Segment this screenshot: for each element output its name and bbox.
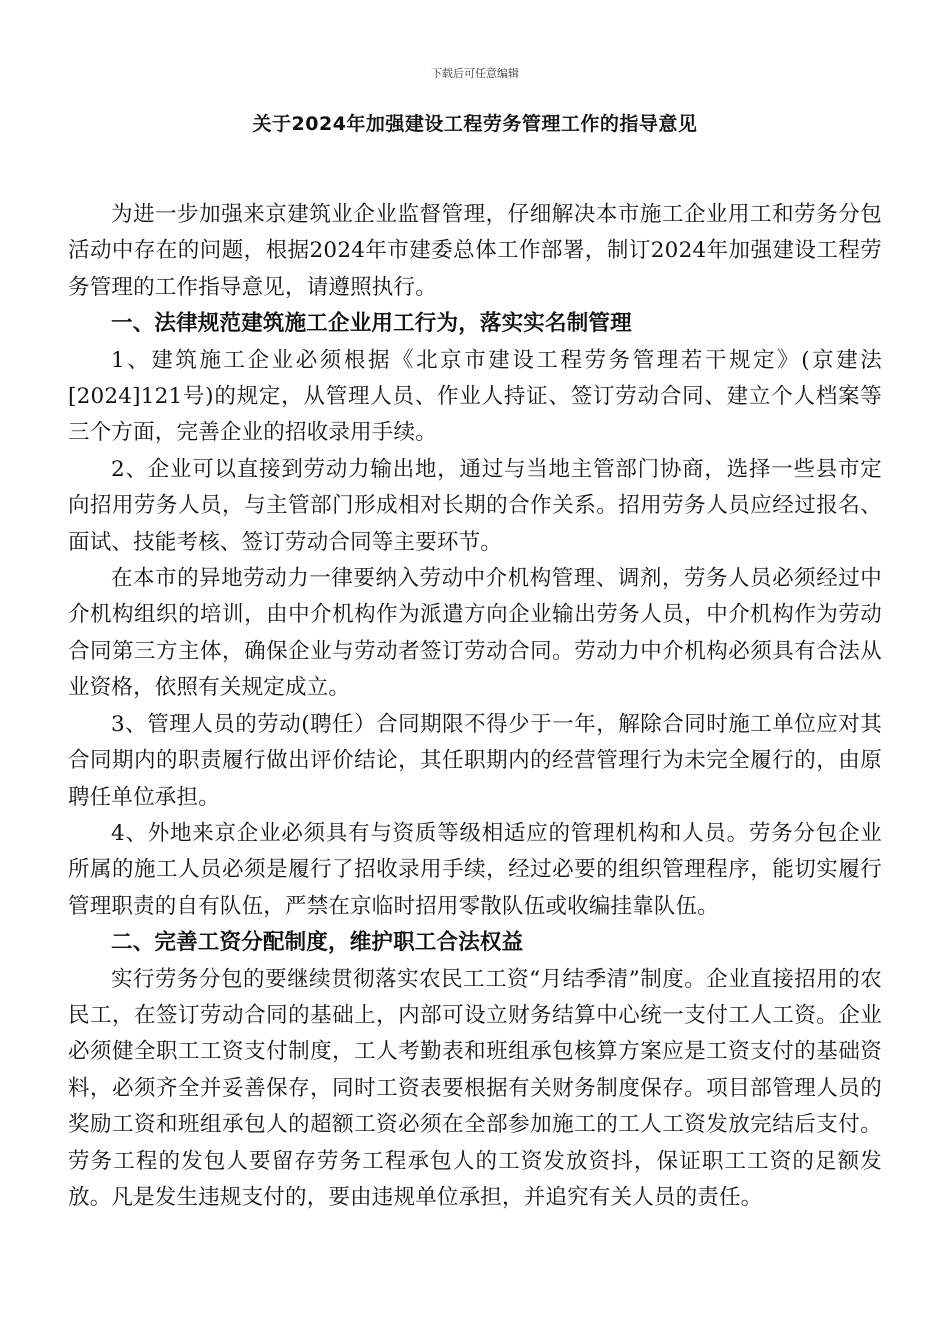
paragraph-item-2: 2、企业可以直接到劳动力输出地，通过与当地主管部门协商，选择一些县市定向招用劳务人员，与主管部门形成相对长期的合作关系。招用劳务人员应经过报名、面试、技能考核、签订劳动合同等主要环节。 bbox=[68, 456, 882, 555]
paragraph-wages: 实行劳务分包的要继续贯彻落实农民工工资“月结季清”制度。企业直接招用的农民工，在签订劳动合同的基础上，内部可设立财务结算中心统一支付工人工资。企业必须健全职工工资支付制度，工人考勤表和班组承包核算方案应是工资支付的基础资料，必须齐全并妥善保存，同时工资表要根据有关财务制度保存。项目部管理人员的奖励工资和班组承包人的超额工资必须在全部参加施工的工人工资发放完结后支付。劳务工程的发包人要留存劳务工程承包人的工资发放资抖，保证职工工资的足额发放。凡是发生违规支付的，要由违规单位承担，并追究有关人员的责任。 bbox=[68, 966, 882, 1210]
header-note: 下载后可任意编辑 bbox=[431, 67, 519, 80]
paragraph-item-3: 3、管理人员的劳动(聘任）合同期限不得少于一年，解除合同时施工单位应对其合同期内的职责履行做出评价结论，其任职期内的经营管理行为未完全履行的，由原聘任单位承担。 bbox=[68, 711, 882, 810]
document-title: 关于2024年加强建设工程劳务管理工作的指导意见 bbox=[252, 113, 698, 135]
document-body bbox=[68, 197, 882, 1216]
section-heading-2: 二、完善工资分配制度，维护职工合法权益 bbox=[111, 930, 524, 956]
paragraph-intermediary: 在本市的异地劳动力一律要纳入劳动中介机构管理、调剂，劳务人员必须经过中介机构组织的培训，由中介机构作为派遣方向企业输出劳务人员，中介机构作为劳动合同第三方主体，确保企业与劳动者签订劳动合同。劳动力中介机构必须具有合法从业资格，依照有关规定成立。 bbox=[68, 566, 882, 701]
intro-paragraph: 为进一步加强来京建筑业企业监督管理，仔细解决本市施工企业用工和劳务分包活动中存在的问题，根据2024年市建委总体工作部署，制订2024年加强建设工程劳务管理的工作指导意见，请遵照执行。 bbox=[68, 202, 882, 300]
paragraph-item-1: 1、建筑施工企业必须根据《北京市建设工程劳务管理若干规定》(京建法[2024]121号)的规定，从管理人员、作业人持证、签订劳动合同、建立个人档案等三个方面，完善企业的招收录用手续。 bbox=[68, 347, 882, 446]
section-heading-1: 一、法律规范建筑施工企业用工行为，落实实名制管理 bbox=[111, 311, 632, 337]
paragraph-item-4: 4、外地来京企业必须具有与资质等级相适应的管理机构和人员。劳务分包企业所属的施工人员必须是履行了招收录用手续，经过必要的组织管理程序，能切实履行管理职责的自有队伍，严禁在京临时招用零散队伍或收编挂靠队伍。 bbox=[68, 820, 882, 919]
